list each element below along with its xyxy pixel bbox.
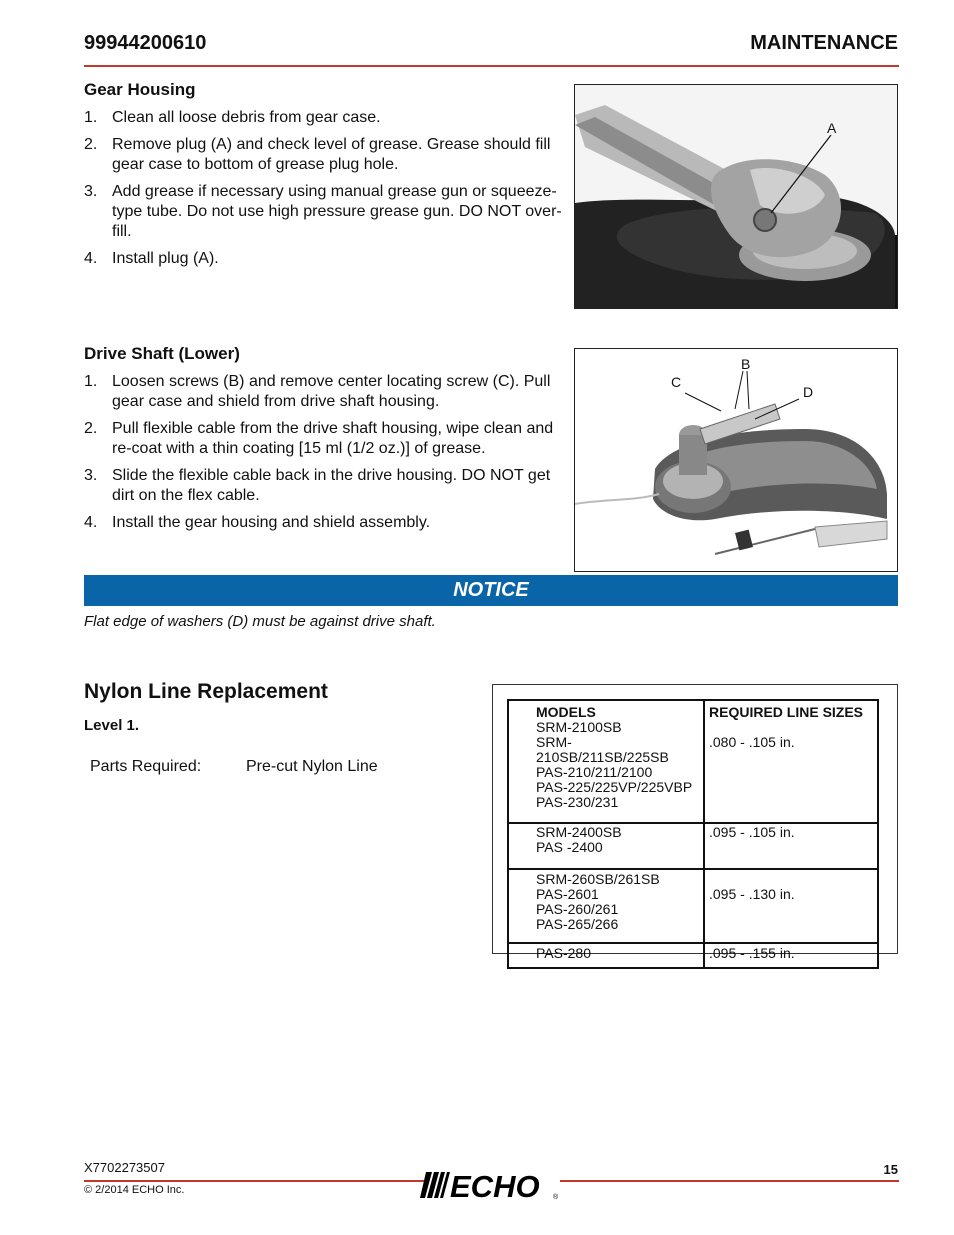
step-text: Add grease if necessary using manual grease gun or squeeze-type tube. Do not use high pressure grease gun. DO NOT over-fill. (112, 183, 562, 240)
model-name: PAS-260/261 (536, 901, 619, 917)
part-number: 99944200610 (84, 32, 207, 54)
table-row (508, 943, 878, 968)
list-item (84, 249, 562, 269)
notice-text: Flat edge of washers (D) must be against drive shaft. (84, 613, 436, 630)
gear-housing-photo (574, 84, 898, 309)
table-row (508, 823, 878, 869)
header-line-sizes: REQUIRED LINE SIZES (709, 704, 864, 720)
model-name: SRM-260SB/261SB (536, 871, 660, 887)
document-code: X7702273507 (84, 1160, 165, 1175)
size-cell: .095 - .130 in. (704, 869, 878, 943)
step-number: 1. (84, 373, 98, 390)
list-item (84, 182, 562, 242)
notice-banner: NOTICE (84, 575, 898, 606)
step-text: Slide the flexible cable back in the drive housing. DO NOT get dirt on the flex cable. (112, 467, 551, 504)
gear-housing-steps (84, 108, 562, 276)
step-number: 2. (84, 420, 98, 437)
drive-shaft-photo (574, 348, 898, 572)
callout-c: C (671, 374, 682, 390)
table-row (508, 869, 878, 943)
model-name: PAS-225/225VP/225VBP (536, 779, 693, 795)
list-item (84, 372, 562, 412)
step-number: 3. (84, 467, 98, 484)
parts-required-value: Pre-cut Nylon Line (246, 758, 378, 775)
parts-required-label: Parts Required: (90, 758, 202, 775)
drive-shaft-steps (84, 372, 562, 540)
model-name: SRM-210SB/211SB/225SB (536, 734, 669, 765)
drive-shaft-illustration (575, 349, 898, 572)
footer-divider-left (84, 1180, 424, 1182)
level-label: Level 1. (84, 717, 140, 734)
callout-d: D (803, 384, 814, 400)
models-cell (508, 943, 704, 968)
step-text: Pull flexible cable from the drive shaft housing, wipe clean and re-coat with a thin coating [15 ml (1/2 oz.)] of grease. (112, 420, 554, 457)
models-cell (508, 823, 704, 869)
step-text: Remove plug (A) and check level of grease. Grease should fill gear case to bottom of grease plug hole. (112, 136, 551, 173)
line-size-table-frame (492, 684, 898, 961)
section-title: MAINTENANCE (750, 32, 898, 54)
drive-shaft-title: Drive Shaft (Lower) (84, 344, 240, 363)
step-number: 4. (84, 514, 98, 531)
model-name: PAS -2400 (536, 839, 603, 855)
model-name: SRM-2100SB (536, 719, 622, 735)
copyright: © 2/2014 ECHO Inc. (84, 1184, 185, 1196)
logo-wordmark: ECHO (450, 1169, 540, 1202)
gear-housing-illustration (575, 85, 898, 309)
step-number: 4. (84, 250, 98, 267)
list-item (84, 419, 562, 459)
step-number: 3. (84, 183, 98, 200)
model-name: PAS-230/231 (536, 794, 619, 810)
callout-a: A (827, 120, 837, 136)
model-name: SRM-2400SB (536, 824, 622, 840)
size-cell: .095 - .105 in. (704, 823, 878, 869)
step-number: 2. (84, 136, 98, 153)
model-name: PAS-210/211/2100 (536, 764, 653, 780)
step-text: Clean all loose debris from gear case. (112, 109, 381, 126)
registered-mark: ® (553, 1194, 559, 1201)
step-text: Install the gear housing and shield assembly. (112, 514, 431, 531)
footer-divider-right (560, 1180, 899, 1182)
models-cell (508, 869, 704, 943)
header-divider (84, 65, 899, 67)
step-number: 1. (84, 109, 98, 126)
list-item (84, 466, 562, 506)
model-name: PAS-265/266 (536, 916, 619, 932)
table-row (508, 720, 878, 823)
echo-logo (420, 1166, 562, 1202)
list-item (84, 513, 562, 533)
size-cell: .095 - .155 in. (704, 943, 878, 968)
step-text: Loosen screws (B) and remove center locating screw (C). Pull gear case and shield from drive shaft housing. (112, 373, 551, 410)
list-item (84, 135, 562, 175)
gear-housing-title: Gear Housing (84, 80, 196, 99)
step-text: Install plug (A). (112, 250, 219, 267)
list-item (84, 108, 562, 128)
models-cell (508, 720, 704, 823)
page-number: 15 (883, 1162, 898, 1177)
size-cell: .080 - .105 in. (709, 734, 795, 750)
model-name: PAS-2601 (536, 886, 599, 902)
nylon-title: Nylon Line Replacement (84, 680, 328, 703)
model-name: PAS-280 (536, 945, 591, 961)
table-header-row (508, 700, 878, 720)
callout-b: B (741, 356, 751, 372)
line-size-table (507, 699, 879, 969)
header-models: MODELS (508, 700, 704, 720)
